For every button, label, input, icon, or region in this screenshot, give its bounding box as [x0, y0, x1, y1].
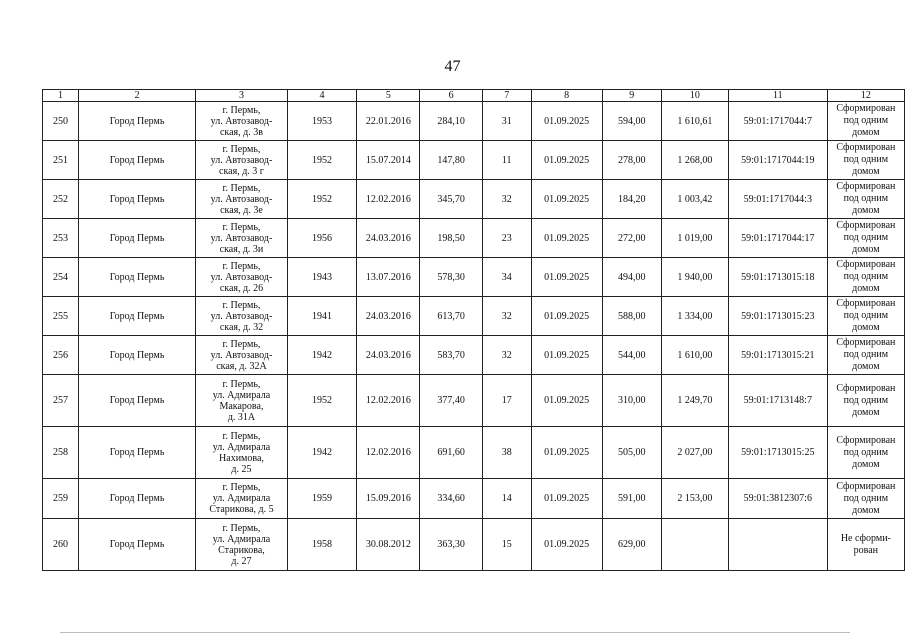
table-cell: 01.09.2025 — [531, 336, 602, 375]
table-cell: 15.09.2016 — [357, 479, 420, 519]
table-cell: Город Пермь — [79, 219, 196, 258]
status-line: домом — [852, 205, 880, 216]
address-line: г. Пермь, — [222, 299, 261, 311]
table-row — [43, 102, 905, 141]
column-header: 5 — [357, 90, 420, 102]
table-cell: 59:01:1713015:21 — [728, 336, 827, 375]
address-cell — [196, 427, 288, 479]
address-line: г. Пермь, — [222, 260, 261, 272]
table-cell: 01.09.2025 — [531, 219, 602, 258]
status-line: домом — [852, 458, 880, 470]
table-cell: 1 610,61 — [661, 102, 728, 141]
address-cell — [196, 297, 288, 336]
table-cell: 23 — [482, 219, 531, 258]
column-header: 10 — [661, 90, 728, 102]
address-line: ул. Автозавод- — [210, 193, 273, 205]
table-cell: Город Пермь — [79, 180, 196, 219]
table-cell: Город Пермь — [79, 519, 196, 571]
table-cell: 01.09.2025 — [531, 375, 602, 427]
status-cell — [827, 258, 904, 297]
table-cell: 22.01.2016 — [357, 102, 420, 141]
status-line: под одним — [843, 115, 889, 126]
table-cell: 32 — [482, 336, 531, 375]
status-cell — [827, 519, 904, 571]
table-cell: 24.03.2016 — [357, 336, 420, 375]
table-cell: 01.09.2025 — [531, 479, 602, 519]
table-cell: 31 — [482, 102, 531, 141]
status-line: Не сформи- — [840, 532, 891, 544]
address-line: г. Пермь, — [222, 430, 261, 442]
column-header: 4 — [287, 90, 356, 102]
address-line: ул. Адмирала — [212, 389, 271, 401]
table-cell: 59:01:3812307:6 — [728, 479, 827, 519]
table-cell: 591,00 — [602, 479, 661, 519]
status-line: под одним — [843, 271, 889, 282]
table-row — [43, 258, 905, 297]
address-cell — [196, 102, 288, 141]
registry-table — [42, 89, 905, 571]
column-header: 7 — [482, 90, 531, 102]
table-cell: Город Пермь — [79, 336, 196, 375]
status-line: Сформирован — [836, 103, 896, 114]
address-line: ул. Адмирала — [212, 441, 271, 453]
address-cell — [196, 219, 288, 258]
address-cell — [196, 479, 288, 519]
status-line: под одним — [843, 349, 889, 360]
table-cell: 334,60 — [420, 479, 482, 519]
table-cell: 1942 — [287, 336, 356, 375]
address-line: ул. Автозавод- — [210, 349, 273, 361]
table-header-row — [43, 90, 905, 102]
table-cell: 278,00 — [602, 141, 661, 180]
address-line: д. 25 — [231, 463, 252, 475]
address-cell — [196, 375, 288, 427]
address-line: ская, д. 3е — [220, 204, 263, 216]
address-cell — [196, 180, 288, 219]
table-cell: 1952 — [287, 375, 356, 427]
table-cell: 258 — [43, 427, 79, 479]
status-cell — [827, 479, 904, 519]
column-header: 12 — [827, 90, 904, 102]
table-cell: 12.02.2016 — [357, 427, 420, 479]
table-cell: 1 610,00 — [661, 336, 728, 375]
page-number: 47 — [444, 58, 461, 75]
table-cell: 256 — [43, 336, 79, 375]
address-line: ул. Адмирала — [212, 493, 271, 504]
table-row — [43, 219, 905, 258]
address-line: Старикова, — [218, 544, 265, 556]
table-cell: 59:01:1713015:23 — [728, 297, 827, 336]
table-row — [43, 297, 905, 336]
address-line: г. Пермь, — [222, 482, 261, 493]
table-cell: 11 — [482, 141, 531, 180]
table-cell — [728, 519, 827, 571]
address-line: ул. Автозавод- — [210, 310, 273, 322]
address-line: ул. Автозавод- — [210, 154, 273, 166]
address-line: ул. Автозавод- — [210, 232, 273, 244]
table-cell: 01.09.2025 — [531, 180, 602, 219]
table-cell: 01.09.2025 — [531, 141, 602, 180]
address-line: Нахимова, — [219, 452, 264, 464]
table-cell: 24.03.2016 — [357, 297, 420, 336]
table-cell: 1 268,00 — [661, 141, 728, 180]
table-cell: 494,00 — [602, 258, 661, 297]
table-row — [43, 141, 905, 180]
address-line: Старикова, д. 5 — [209, 504, 274, 515]
table-cell: 272,00 — [602, 219, 661, 258]
address-line: ул. Автозавод- — [210, 115, 273, 127]
table-cell: 59:01:1717044:17 — [728, 219, 827, 258]
address-line: ул. Автозавод- — [210, 271, 273, 283]
address-line: ская, д. 26 — [219, 282, 264, 294]
table-cell: 59:01:1713015:25 — [728, 427, 827, 479]
status-cell — [827, 375, 904, 427]
table-row — [43, 427, 905, 479]
table-row — [43, 519, 905, 571]
table-cell: 59:01:1713148:7 — [728, 375, 827, 427]
table-cell: 251 — [43, 141, 79, 180]
table-cell: 198,50 — [420, 219, 482, 258]
table-cell: 1 019,00 — [661, 219, 728, 258]
table-cell: 260 — [43, 519, 79, 571]
address-line: д. 31А — [227, 411, 256, 423]
table-cell: 1952 — [287, 180, 356, 219]
address-cell — [196, 258, 288, 297]
table-cell: 2 027,00 — [661, 427, 728, 479]
table-cell: 59:01:1717044:19 — [728, 141, 827, 180]
status-cell — [827, 180, 904, 219]
address-cell — [196, 336, 288, 375]
address-line: д. 27 — [231, 555, 252, 567]
table-cell: 255 — [43, 297, 79, 336]
address-line: ская, д. 3в — [219, 126, 263, 138]
address-line: г. Пермь, — [222, 221, 261, 233]
status-cell — [827, 141, 904, 180]
status-line: Сформирован — [836, 142, 896, 153]
table-cell: 15 — [482, 519, 531, 571]
table-cell: Город Пермь — [79, 375, 196, 427]
table-cell: 32 — [482, 297, 531, 336]
table-cell: Город Пермь — [79, 479, 196, 519]
address-line: Макарова, — [219, 400, 264, 412]
table-cell: 250 — [43, 102, 79, 141]
status-line: домом — [852, 361, 880, 372]
address-line: ская, д. 32 — [219, 321, 264, 333]
table-cell: 259 — [43, 479, 79, 519]
status-line: Сформирован — [836, 337, 896, 348]
table-cell: 01.09.2025 — [531, 297, 602, 336]
table-cell: 38 — [482, 427, 531, 479]
column-header: 9 — [602, 90, 661, 102]
address-line: ул. Адмирала — [212, 533, 271, 545]
table-cell: 544,00 — [602, 336, 661, 375]
table-cell: Город Пермь — [79, 258, 196, 297]
column-header: 3 — [196, 90, 288, 102]
table-cell: 629,00 — [602, 519, 661, 571]
address-line: ская, д. 32А — [216, 360, 267, 372]
status-line: домом — [852, 283, 880, 294]
table-cell: 1956 — [287, 219, 356, 258]
status-line: под одним — [843, 492, 889, 504]
table-body — [43, 102, 905, 571]
address-line: г. Пермь, — [222, 522, 261, 534]
table-row — [43, 180, 905, 219]
status-line: домом — [852, 322, 880, 333]
table-cell: 15.07.2014 — [357, 141, 420, 180]
table-cell: 1 249,70 — [661, 375, 728, 427]
status-cell — [827, 219, 904, 258]
status-line: под одним — [843, 193, 889, 204]
table-cell: 14 — [482, 479, 531, 519]
address-line: г. Пермь, — [222, 104, 261, 116]
status-line: Сформирован — [836, 480, 896, 492]
table-cell: 01.09.2025 — [531, 427, 602, 479]
table-cell: 32 — [482, 180, 531, 219]
table-cell: 257 — [43, 375, 79, 427]
table-cell: 1958 — [287, 519, 356, 571]
table-cell: 13.07.2016 — [357, 258, 420, 297]
address-line: г. Пермь, — [222, 338, 261, 350]
table-cell: 1959 — [287, 479, 356, 519]
status-line: домом — [852, 244, 880, 255]
table-cell: 01.09.2025 — [531, 102, 602, 141]
table-cell: Город Пермь — [79, 427, 196, 479]
address-line: г. Пермь, — [222, 378, 261, 390]
table-cell: 34 — [482, 258, 531, 297]
table-cell: 59:01:1717044:3 — [728, 180, 827, 219]
table-cell: 01.09.2025 — [531, 519, 602, 571]
table-cell: 17 — [482, 375, 531, 427]
address-line: г. Пермь, — [222, 182, 261, 194]
table-cell: 01.09.2025 — [531, 258, 602, 297]
column-header: 1 — [43, 90, 79, 102]
table-cell: 377,40 — [420, 375, 482, 427]
table-cell: 363,30 — [420, 519, 482, 571]
table-cell: 1 940,00 — [661, 258, 728, 297]
table-cell: 578,30 — [420, 258, 482, 297]
status-line: домом — [852, 406, 880, 418]
table-cell: 2 153,00 — [661, 479, 728, 519]
address-line: г. Пермь, — [222, 143, 261, 155]
table-cell: 1 334,00 — [661, 297, 728, 336]
table-cell: 59:01:1713015:18 — [728, 258, 827, 297]
table-cell: 594,00 — [602, 102, 661, 141]
table-cell: 1943 — [287, 258, 356, 297]
address-cell — [196, 141, 288, 180]
table-cell: Город Пермь — [79, 141, 196, 180]
bottom-rule — [60, 632, 850, 633]
table-cell: 1942 — [287, 427, 356, 479]
table-row — [43, 336, 905, 375]
column-header: 8 — [531, 90, 602, 102]
status-line: Сформирован — [836, 382, 896, 394]
table-cell: 588,00 — [602, 297, 661, 336]
status-line: под одним — [843, 446, 889, 458]
table-cell: Город Пермь — [79, 297, 196, 336]
status-line: Сформирован — [836, 220, 896, 231]
status-cell — [827, 297, 904, 336]
table-cell: 254 — [43, 258, 79, 297]
status-line: домом — [852, 504, 880, 516]
table-cell: 1941 — [287, 297, 356, 336]
table-cell: 1952 — [287, 141, 356, 180]
status-cell — [827, 102, 904, 141]
table-cell — [661, 519, 728, 571]
status-line: Сформирован — [836, 434, 896, 446]
table-cell: 59:01:1717044:7 — [728, 102, 827, 141]
table-cell: 310,00 — [602, 375, 661, 427]
table-cell: 253 — [43, 219, 79, 258]
status-line: под одним — [843, 154, 889, 165]
column-header: 2 — [79, 90, 196, 102]
table-cell: 583,70 — [420, 336, 482, 375]
column-header: 6 — [420, 90, 482, 102]
table-cell: 505,00 — [602, 427, 661, 479]
status-line: под одним — [843, 310, 889, 321]
table-row — [43, 479, 905, 519]
address-line: ская, д. 3и — [219, 243, 264, 255]
address-line: ская, д. 3 г — [219, 165, 264, 177]
table-cell: Город Пермь — [79, 102, 196, 141]
table-row — [43, 375, 905, 427]
status-line: домом — [852, 127, 880, 138]
status-line: домом — [852, 166, 880, 177]
address-cell — [196, 519, 288, 571]
status-line: под одним — [843, 232, 889, 243]
status-line: Сформирован — [836, 298, 896, 309]
table-cell: 24.03.2016 — [357, 219, 420, 258]
table-cell: 252 — [43, 180, 79, 219]
status-line: Сформирован — [836, 259, 896, 270]
table-cell: 184,20 — [602, 180, 661, 219]
status-cell — [827, 427, 904, 479]
table-cell: 30.08.2012 — [357, 519, 420, 571]
status-line: Сформирован — [836, 181, 896, 192]
table-cell: 12.02.2016 — [357, 375, 420, 427]
status-line: рован — [853, 544, 879, 556]
table-cell: 284,10 — [420, 102, 482, 141]
table-cell: 12.02.2016 — [357, 180, 420, 219]
status-cell — [827, 336, 904, 375]
table-cell: 1953 — [287, 102, 356, 141]
column-header: 11 — [728, 90, 827, 102]
table-cell: 1 003,42 — [661, 180, 728, 219]
status-line: под одним — [843, 394, 889, 406]
table-cell: 345,70 — [420, 180, 482, 219]
table-cell: 147,80 — [420, 141, 482, 180]
table-cell: 691,60 — [420, 427, 482, 479]
table-cell: 613,70 — [420, 297, 482, 336]
